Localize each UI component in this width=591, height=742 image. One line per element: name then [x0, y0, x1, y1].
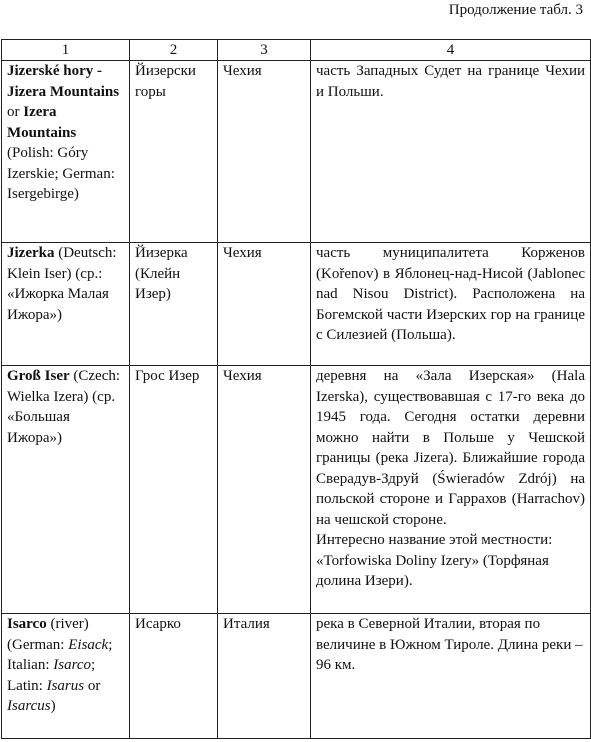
country-cell: Чехия	[218, 243, 311, 366]
header-cell-1: 1	[2, 40, 130, 61]
translit-cell: Йизерски горы	[130, 61, 218, 243]
description-text: Интересно название этой местности: «Torfowiska Doliny Izery» (Торфяная долина Изери).	[316, 532, 553, 589]
description-cell: река в Северной Италии, вторая по величине в Южном Тироле. Длина реки – 96 км.	[311, 614, 591, 739]
description-cell: часть Западных Судет на границе Чехии и Польши.	[311, 61, 591, 243]
name-text: ; Latin:	[7, 657, 96, 694]
name-bold: Jizerka	[7, 245, 55, 261]
name-italic: Isarus	[46, 677, 85, 694]
country-cell: Чехия	[218, 366, 311, 614]
name-bold: Jizerské hory -Jizera Mountains	[7, 63, 120, 100]
translit-cell: Исарко	[130, 614, 218, 739]
header-row	[2, 40, 591, 61]
name-text: ; Italian:	[7, 636, 113, 673]
name-cell	[2, 61, 130, 243]
name-cell	[2, 243, 130, 366]
header-cell-2: 2	[130, 40, 218, 61]
name-text: or	[84, 677, 101, 694]
country-cell: Чехия	[218, 61, 311, 243]
description-cell: часть муниципалитета Корженов (Kořenov) в Яблонец-над-Нисой (Jablonec nad Nisou District). Расположена на Богемской части Изерских гор на границе с Силезией (Польша).	[311, 243, 591, 366]
table-row	[2, 61, 591, 243]
name-cell	[2, 366, 130, 614]
name-text: (river) (German:	[7, 616, 89, 653]
name-cell	[2, 614, 130, 739]
name-text: (Polish: Góry Izerskie; German: Isergebirge)	[7, 145, 115, 202]
description-cell	[311, 366, 591, 614]
data-table	[1, 39, 591, 739]
name-italic: Isarcus	[7, 698, 51, 714]
translit-cell: Грос Изер	[130, 366, 218, 614]
table-row	[2, 366, 591, 614]
header-cell-4: 4	[311, 40, 591, 61]
table-row	[2, 614, 591, 739]
table-caption: Продолжение табл. 3	[448, 2, 583, 18]
translit-cell: Йизерка (Клейн Изер)	[130, 243, 218, 366]
table-row	[2, 243, 591, 366]
name-text: (Czech: Wielka Izera) (ср. «Большая Ижора»)	[7, 368, 121, 446]
name-bold: Izera Mountains	[7, 104, 77, 141]
name-bold: Isarco	[7, 616, 47, 632]
name-bold: Groß Iser	[7, 368, 70, 384]
header-cell-3: 3	[218, 40, 311, 61]
name-text: )	[50, 698, 56, 714]
description-text: деревня на «Зала Изерская» (Hala Izerska), существовавшая с 17-го века до 1945 года. Сегодня остатки деревни можно найти в Польше у Чешской границы (река Jizera). Ближайшие города Свeрадув-Здруй (Świeradów Zdrój) на польской стороне и Гаррахов (Harrachov) на чешской стороне.	[316, 368, 585, 528]
name-text: (Deutsch: Klein Iser) (ср.: «Ижорка Малая Ижора»)	[7, 245, 117, 323]
country-cell: Италия	[218, 614, 311, 739]
name-italic: Isarco	[53, 657, 92, 673]
name-text: or	[7, 104, 24, 120]
name-italic: Eisack	[68, 636, 109, 653]
